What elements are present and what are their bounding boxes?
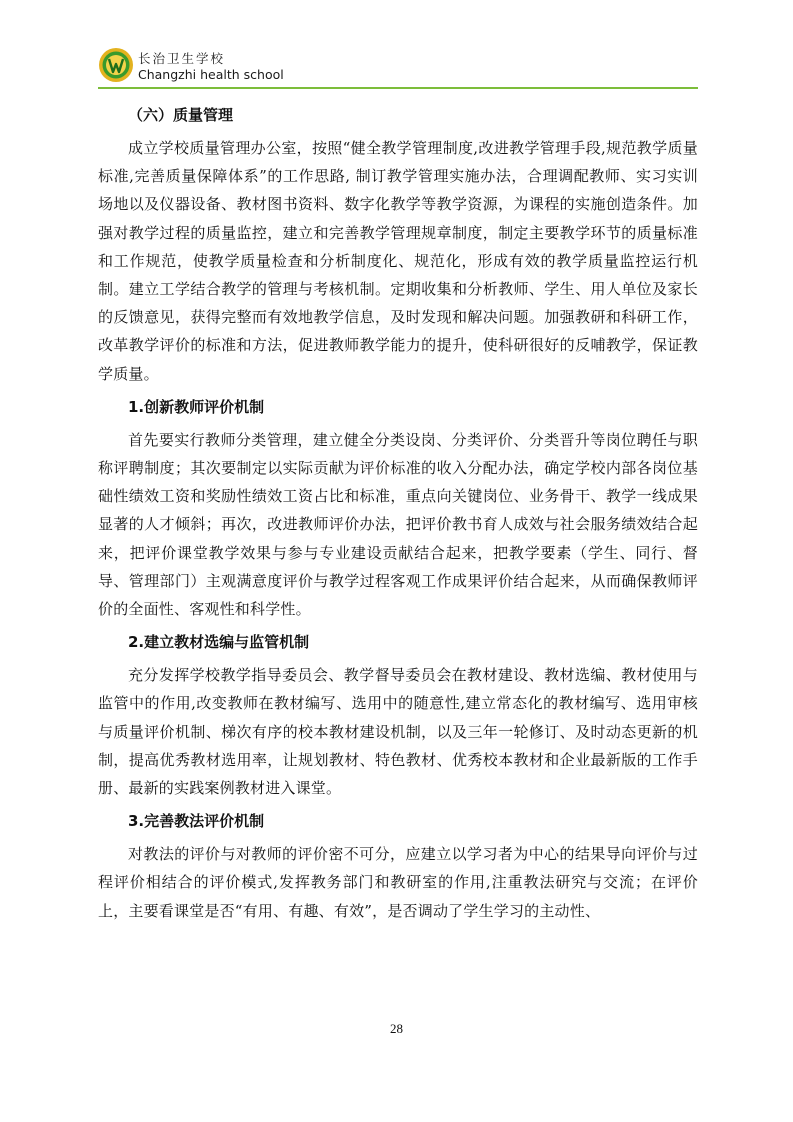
school-name-cn: 长治卫生学校 (138, 51, 226, 66)
section-heading: （六）质量管理 (128, 106, 234, 124)
header-divider (98, 87, 698, 89)
school-logo-icon (98, 47, 134, 83)
subsection-1-paragraph: 首先要实行教师分类管理，建立健全分类设岗、分类评价、分类晋升等岗位聘任与职称评聘制度；其次要制定以实际贡献为评价标准的收入分配办法，确定学校内部各岗位基础性绩效工资和奖励性绩效工资占比和标准，重点向关键岗位、业务骨干、教学一线成果显著的人才倾斜；再次，改进教师评价办法，把评价教书育人成效与社会服务绩效结合起来，把评价课堂教学效果与参与专业建设贡献结合起来，把教学要素（学生、同行、督导、管理部门）主观满意度评价与教学过程客观工作成果评价结合起来，从而确保教师评价的全面性、客观性和科学性。 (98, 430, 698, 619)
subsection-1-heading: 1.创新教师评价机制 (128, 397, 265, 416)
page-header (98, 40, 698, 88)
subsection-2-paragraph: 充分发挥学校教学指导委员会、教学督导委员会在教材建设、教材选编、教材使用与监管中的作用,改变教师在教材编写、选用中的随意性,建立常态化的教材编写、选用审核与质量评价机制、梯次有序的校本教材建设机制，以及三年一轮修订、及时动态更新的机制，提高优秀教材选用率，让规划教材、特色教材、优秀校本教材和企业最新版的工作手册、最新的实践案例教材进入课堂。 (98, 666, 698, 798)
subsection-2-heading: 2.建立教材选编与监管机制 (128, 633, 310, 652)
school-name-en: Changzhi health school (138, 67, 284, 82)
page-content (98, 101, 698, 930)
section-intro-paragraph: 成立学校质量管理办公室，按照“健全教学管理制度,改进教学管理手段,规范教学质量标准,完善质量保障体系”的工作思路, 制订教学管理实施办法，合理调配教师、实习实训场地以及仪器设备、教材图书资料、数字化教学等教学资源，为课程的实施创造条件。加强对教学过程的质量监控，建立和完善教学管理规章制度，制定主要教学环节的质量标准和工作规范，使教学质量检查和分析制度化、规范化，形成有效的教学质量监控运行机制。建立工学结合教学的管理与考核机制。定期收集和分析教师、学生、用人单位及家长的反馈意见，获得完整而有效地教学信息，及时发现和解决问题。加强教研和科研工作，改革教学评价的标准和方法，促进教师教学能力的提升，使科研很好的反哺教学，保证教学质量。 (98, 139, 698, 383)
page-number: 28 (390, 1021, 403, 1036)
subsection-3-heading: 3.完善教法评价机制 (128, 812, 265, 831)
subsection-3-paragraph: 对教法的评价与对教师的评价密不可分，应建立以学习者为中心的结果导向评价与过程评价相结合的评价模式,发挥教务部门和教研室的作用,注重教法研究与交流；在评价上，主要看课堂是否“有用、有趣、有效”，是否调动了学生学习的主动性、 (98, 845, 698, 920)
